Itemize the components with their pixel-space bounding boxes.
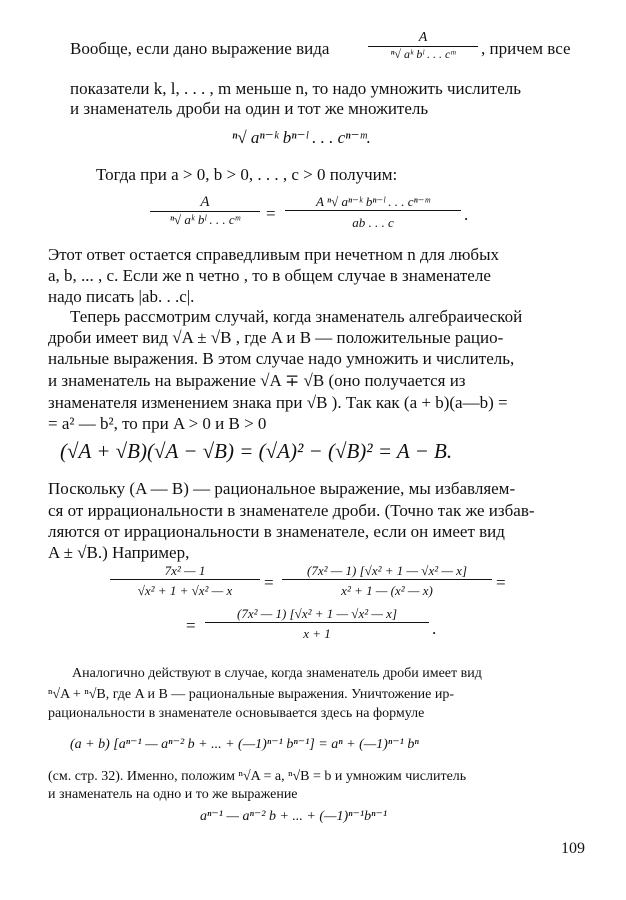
fraction-1 — [368, 30, 478, 62]
small-text-line-2: ⁿ√A + ⁿ√B, где A и B — рациональные выражения. Уничтожение ир- — [48, 687, 455, 702]
equation-multiplier-expression: aⁿ⁻¹ — aⁿ⁻² b + ... + (—1)ⁿ⁻¹bⁿ⁻¹ — [200, 809, 388, 824]
fraction-5-denominator: x² + 1 — (x² — x) — [282, 579, 492, 599]
text-line-12: знаменателя изменением знака при √B ). Так как (a + b)(a—b) = — [48, 393, 508, 412]
text-line-9: дроби имеет вид √A ± √B , где A и B — положительные рацио- — [48, 328, 504, 347]
fraction-2-numerator: A — [200, 194, 210, 210]
equals-sign-2: = — [264, 573, 274, 592]
text-line-4: Тогда при a > 0, b > 0, . . . , c > 0 получим: — [96, 165, 398, 184]
fraction-3-numerator: A ⁿ√ aⁿ⁻ᵏ bⁿ⁻ˡ . . . cⁿ⁻ᵐ — [316, 194, 430, 209]
small-text-line-5: и знаменатель на одно и то же выражение — [48, 787, 298, 802]
fraction-1-denominator: ⁿ√ aᵏ bˡ . . . cᵐ — [368, 46, 478, 62]
equals-sign-4: = — [186, 616, 196, 635]
fraction-3 — [285, 194, 461, 231]
equation-sum-formula: (a + b) [aⁿ⁻¹ — aⁿ⁻² b + ... + (—1)ⁿ⁻¹ bⁿ⁻¹] = aⁿ + (—1)ⁿ⁻¹ bⁿ — [70, 737, 419, 752]
fraction-6 — [205, 606, 429, 642]
text-line-15: ся от иррациональности в знаменателе дроби. (Точно так же избав- — [48, 501, 535, 520]
text-line-8: Теперь рассмотрим случай, когда знаменатель алгебраической — [70, 307, 523, 326]
equation-difference-of-squares: (√A + √B)(√A − √B) = (√A)² − (√B)² = A − B. — [60, 439, 453, 463]
small-text-line-4: (см. стр. 32). Именно, положим ⁿ√A = a, ⁿ√B = b и умножим числитель — [48, 769, 467, 784]
text-line-5: Этот ответ остается справедливым при нечетном n для любых — [48, 245, 499, 264]
fraction-2 — [150, 194, 260, 228]
equation-multiplier: ⁿ√ aⁿ⁻ᵏ bⁿ⁻ˡ . . . cⁿ⁻ᵐ. — [232, 128, 371, 147]
text-line-11: и знаменатель на выражение √A ∓ √B (оно получается из — [48, 371, 466, 390]
text-line-7: надо писать |ab. . .c|. — [48, 287, 195, 306]
fraction-6-numerator: (7x² — 1) [√x² + 1 — √x² — x] — [236, 606, 398, 621]
text-line-2: показатели k, l, . . . , m меньше n, то надо умножить числитель — [70, 79, 521, 98]
text-line-3: и знаменатель дроби на один и тот же множитель — [70, 99, 429, 118]
fraction-5 — [282, 563, 492, 599]
fraction-2-denominator: ⁿ√ aᵏ bˡ . . . cᵐ — [150, 211, 260, 228]
text-line-1a: Вообще, если дано выражение вида — [70, 39, 330, 58]
text-line-6: a, b, ... , c. Если же n четно , то в общем случае в знаменателе — [48, 266, 491, 285]
equals-sign-3: = — [496, 573, 506, 592]
text-line-1b: , причем все — [481, 39, 571, 58]
equals-sign-1: = — [266, 204, 276, 223]
fraction-4 — [110, 563, 260, 599]
period-1: . — [464, 205, 469, 224]
text-line-13: = a² — b², то при A > 0 и B > 0 — [48, 414, 267, 433]
fraction-4-denominator: √x² + 1 + √x² — x — [110, 579, 260, 599]
fraction-3-denominator: ab . . . c — [285, 210, 461, 231]
fraction-6-denominator: x + 1 — [205, 622, 429, 642]
text-line-10: нальные выражения. В этом случае надо умножить и числитель, — [48, 349, 515, 368]
fraction-4-numerator: 7x² — 1 — [164, 563, 206, 578]
fraction-5-numerator: (7x² — 1) [√x² + 1 — √x² — x] — [306, 563, 468, 578]
small-text-line-3: рациональности в знаменателе основывается здесь на формуле — [48, 706, 425, 721]
text-line-14: Поскольку (A — B) — рациональное выражение, мы избавляем- — [48, 479, 516, 498]
page-number: 109 — [561, 840, 585, 857]
small-text-line-1: Аналогично действуют в случае, когда знаменатель дроби имеет вид — [72, 666, 482, 681]
text-line-17: A ± √B.) Например, — [48, 543, 190, 562]
period-2: . — [432, 619, 437, 638]
fraction-1-numerator: A — [418, 30, 428, 45]
text-line-16: ляются от иррациональности в знаменателе, если он имеет вид — [48, 522, 505, 541]
